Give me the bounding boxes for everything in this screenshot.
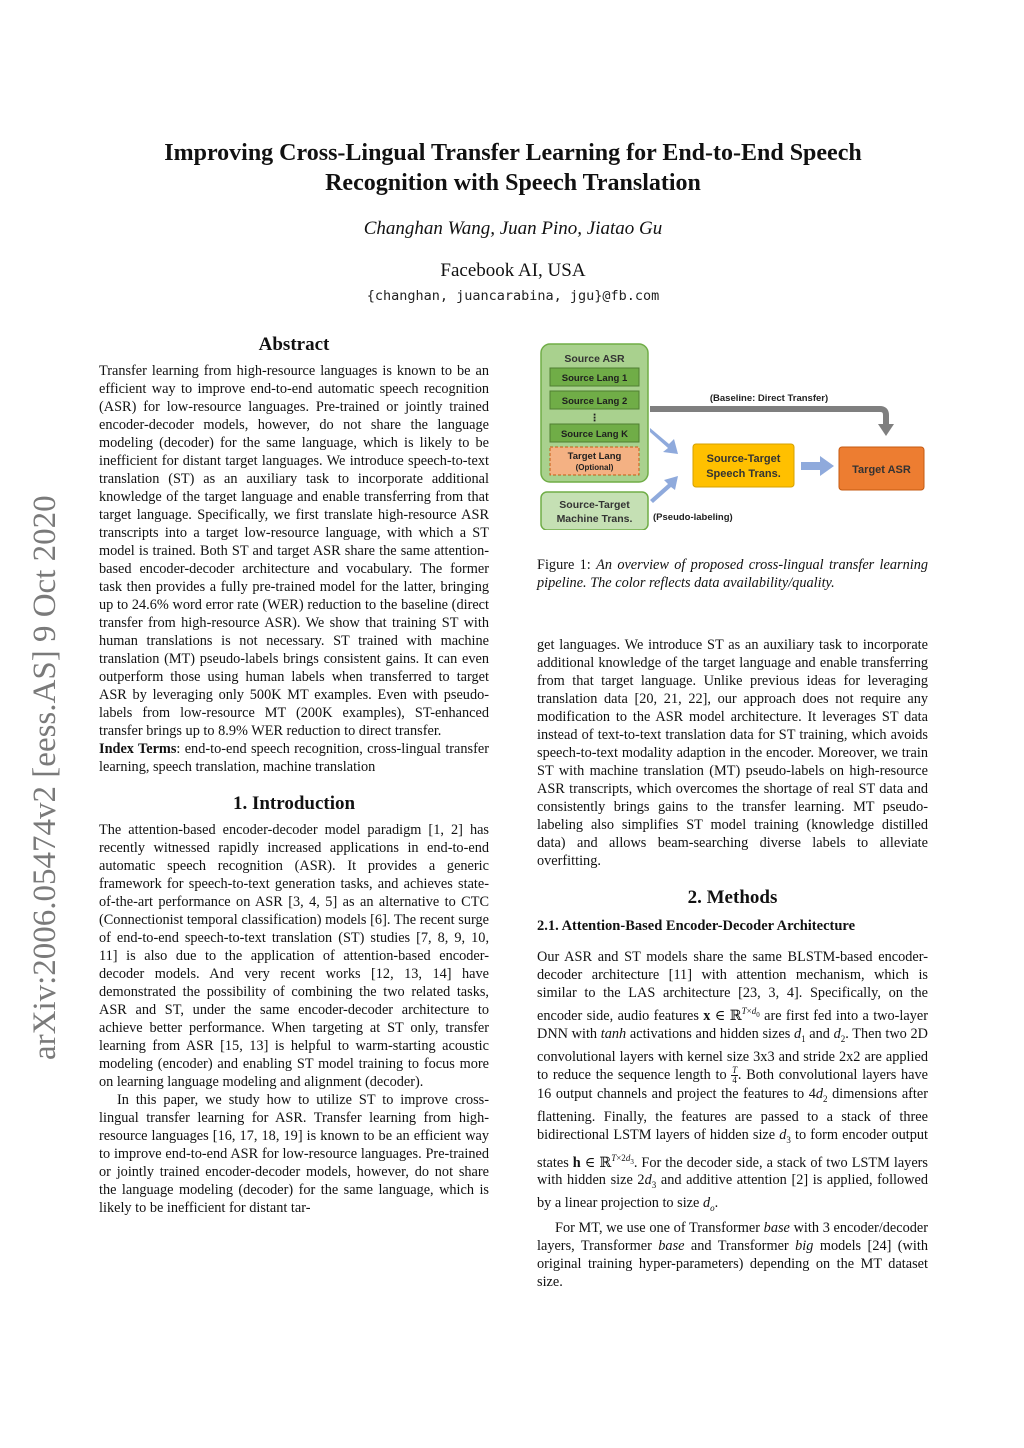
citation-link[interactable]: 7 (420, 930, 429, 946)
text-span: , (239, 1038, 250, 1054)
intro-paragraph-1 (99, 821, 489, 1091)
index-terms-label: Index Terms (99, 741, 177, 757)
citation-link[interactable]: 4 (309, 894, 317, 910)
citation-link[interactable]: 10 (471, 930, 486, 946)
caption-text: An overview of proposed cross-lingual transfer learning pipeline. The color reflects data availability/quality. (537, 557, 928, 591)
mt-label-line-1: Source-Target (559, 499, 630, 511)
text-span: ] has recently witnessed rapidly increased applications in end-to-end automatic speech recognition (ASR). It provides a generic framework for speech-to-text generation tasks, and achieves state-of-the-art performance on ASR [ (99, 822, 489, 910)
left-column (99, 336, 489, 1217)
text-span: activations and hidden sizes (626, 1025, 794, 1042)
citation-link[interactable]: 18 (261, 1128, 276, 1144)
text-span: , (440, 822, 451, 838)
source-lang-k-label: Source Lang K (560, 429, 629, 440)
citation-link[interactable]: 15 (224, 1038, 240, 1054)
text-span: ]. Specifically, on the encoder side, audio features (537, 985, 929, 1024)
text-span: dimensions after flattening. Finally, the features are passed to a stack of three bidirectional LSTM layers of hidden size (537, 1085, 929, 1143)
target-lang-label: Target Lang (567, 451, 622, 462)
citation-link[interactable]: 21 (663, 691, 679, 707)
text-span: ], our approach does not require any modification to the ASR model architecture. It leverages ST data instead of text-to-text translation data for ST training, which avoids speech-to-text modality adaption in the encoder. Moreover, we train ST with machine translation (MT) pseudo-labels on high-resource ASR transcripts, which overcomes the shortage of real ST data and consistently brings gains to the transfer learning. MT pseudo-labeling also simplifies ST model training (knowledge distilled data) and allows beam-searching diverse labels to alleviate overfitting. (537, 691, 928, 869)
citation-link[interactable]: 13 (404, 966, 419, 982)
text-span: , (428, 930, 438, 946)
source-asr-label: Source ASR (564, 353, 625, 365)
text-span: ] as an alternative to CTC (Connectionist temporal classification) models [ (99, 894, 489, 928)
arrow-mt-to-st (650, 476, 678, 503)
text-span: ] is helpful to warm-starting acoustic modeling (encoder) and enabling ST model training to focus more on learning language modeling and alignment (decoder). (99, 1038, 490, 1090)
text-span: Our ASR and ST models share the same BLSTM-based encoder-decoder architecture [ (537, 949, 928, 983)
text-span: and additive attention [ (656, 1172, 797, 1189)
text-span: . Then two 2D convolutional layers with kernel size 3x3 and stride 2x2 are applied to reduce the sequence length to (537, 1025, 928, 1083)
text-span: ] with attention mechanism, which is similar to the LAS architecture [ (537, 967, 928, 1001)
intro-paragraph-2 (99, 1091, 489, 1217)
citation-link[interactable]: 6 (374, 912, 383, 928)
text-span: get languages. We introduce ST as an auxiliary task to incorporate additional knowledge of the target language and enable transferring from that target language. Unlike previous ideas for leveraging translation data [ (537, 637, 928, 707)
citation-link[interactable]: 9 (454, 930, 462, 946)
abstract-text: Transfer learning from high-resource languages is known to be an efficient way to improve end-to-end automatic speech recognition (ASR) for low-resource languages. Pre-trained or jointly trained encoder-decoder models, however, do not share the language modeling (decoder) for the same language, which is likely to be inefficient for distant target languages. We introduce speech-to-text translation (ST) as an auxiliary task to incorporate additional knowledge of the target language and enable transferring from that target language. Specifically, we first translate high-resource ASR transcripts into a target low-resource language, with which a ST model is trained. Both ST and target ASR share the same attention-based encoder-decoder architecture and vocabulary. The former task then provides a fully pre-trained model for the latter, bringing up to 24.6% word error rate (WER) reduction to the baseline (direct transfer from high-resource ASR). We show that training ST with human translations is not necessary. ST trained with machine translation (MT) pseudo-labels brings consistent gains. It can even outperform those using human labels when transferred to target ASR by leveraging only 500K MT examples. Even with pseudo-labels from low-resource MT (200K examples), ST-enhanced transfer brings up to 8.9% WER reduction to direct transfer. (99, 363, 489, 739)
text-span: ] have demonstrated the possibility of combining the two related tasks, ASR and ST, under the same encoder-decoder architecture to achieve better performance. When targeting at ST only, transfer learning from ASR [ (99, 966, 489, 1054)
text-span: , (678, 691, 689, 707)
citation-link[interactable]: 4 (786, 985, 794, 1001)
text-span: , (316, 894, 326, 910)
methods-paragraph-2 (537, 1219, 928, 1291)
arrow-st-to-target (801, 456, 834, 476)
st-label-line-1: Source-Target (706, 453, 781, 465)
baseline-arrow-shaft (650, 409, 886, 426)
arrow-asr-to-st (650, 428, 678, 454)
title-line-2: Recognition with Speech Translation (325, 170, 701, 196)
intro-heading: 1. Introduction (232, 793, 356, 814)
citation-link[interactable]: 1 (433, 822, 441, 838)
text-span: big (795, 1238, 814, 1255)
text-span: , (275, 1128, 284, 1144)
source-lang-2-label: Source Lang 2 (561, 396, 628, 407)
citation-link[interactable]: 8 (437, 930, 445, 946)
baseline-arrow-head (878, 424, 894, 436)
text-span: ] (with original training hyper-parameters) depending on the MT dataset size. (537, 1238, 928, 1291)
target-asr-label: Target ASR (852, 464, 911, 476)
authors: Changhan Wang, Juan Pino, Jiatao Gu (363, 218, 663, 239)
intro-paragraph-2-continued (537, 636, 928, 870)
text-span: The attention-based encoder-decoder model paradigm [ (99, 822, 434, 838)
text-span: , (653, 691, 664, 707)
citation-link[interactable]: 13 (249, 1038, 264, 1054)
citation-link[interactable]: 22 (688, 691, 703, 707)
mt-label-line-2: Machine Trans. (556, 513, 633, 525)
caption-label: Figure 1: (537, 557, 597, 573)
optional-label: (Optional) (575, 463, 614, 472)
text-span: ] is known to be an efficient way to improve end-to-end ASR for low-resource languages. Pre-trained or jointly trained encoder-decoder models, however, do not share the language modeling (decoder) for the same language, which is likely to be inefficient for distant tar- (99, 1128, 490, 1216)
text-span: models [ (813, 1238, 873, 1255)
arxiv-identifier: arXiv:2006.05474v2 [eess.AS] 9 Oct 2020 (27, 495, 63, 1060)
abstract-heading: Abstract (258, 334, 330, 355)
email-address: {changhan, juancarabina, jgu}@fb.com (366, 288, 660, 304)
baseline-label: (Baseline: Direct Transfer) (709, 393, 829, 404)
citation-link[interactable]: 17 (239, 1128, 254, 1144)
citation-link[interactable]: 2 (450, 822, 459, 838)
citation-link[interactable]: 16 (217, 1128, 232, 1144)
text-span: , (231, 1128, 240, 1144)
text-span: , (253, 1128, 262, 1144)
text-span: ] is applied, followed by a linear projection to size (537, 1172, 928, 1212)
citation-link[interactable]: 14 (432, 966, 447, 982)
citation-link[interactable]: 11 (99, 948, 113, 964)
text-span: , (461, 930, 472, 946)
text-span: , (444, 930, 455, 946)
citation-link[interactable]: 12 (375, 966, 391, 982)
text-span: . For the decoder side, a stack of two LSTM layers with hidden size (537, 1154, 928, 1189)
text-span: ]. The recent surge of end-to-end speech-to-text translation (ST) studies [ (99, 912, 490, 946)
text-span: are first fed into a two-layer DNN with (537, 1007, 928, 1042)
text-span: . Both convolutional layers have 16 output channels and project the features to (537, 1066, 929, 1102)
pipeline-figure (537, 340, 929, 530)
citation-link[interactable]: 24 (872, 1238, 887, 1255)
title-line-1: Improving Cross-Lingual Transfer Learning for End-to-End Speech (164, 140, 862, 166)
citation-link[interactable]: 20 (639, 691, 654, 707)
text-span: with 3 encoder/decoder layers, Transformer (537, 1220, 929, 1255)
st-label-line-2: Speech Trans. (706, 468, 781, 480)
text-span: to form encoder output states (537, 1126, 928, 1171)
citation-link[interactable]: 19 (283, 1128, 298, 1144)
text-span: , (300, 894, 310, 910)
text-span: , (485, 930, 490, 946)
speech-trans-box (693, 444, 794, 487)
right-column (537, 636, 928, 1291)
source-lang-1-label: Source Lang 1 (561, 373, 628, 384)
figure-caption (537, 556, 928, 592)
methods-heading: 2. Methods (687, 887, 778, 908)
ellipsis-dots: ⋮ (589, 413, 600, 424)
index-terms (99, 740, 489, 776)
paper-title (100, 138, 926, 198)
citation-link[interactable]: 5 (325, 894, 333, 910)
text-span: and Transformer (684, 1238, 796, 1255)
text-span: For MT, we use one of Transformer (555, 1220, 764, 1237)
text-span: and (805, 1025, 834, 1042)
text-span: , (390, 966, 405, 982)
pseudo-labeling-label: (Pseudo-labeling) (653, 512, 733, 523)
text-span: In this paper, we study how to utilize ST to improve cross-lingual transfer learning for ASR. Transfer learning from high-resource languages [ (99, 1092, 489, 1144)
citation-link[interactable]: 3 (292, 894, 301, 910)
subsection-heading: 2.1. Attention-Based Encoder-Decoder Architecture (537, 918, 856, 934)
text-span: , (418, 966, 433, 982)
text-span: base (763, 1220, 790, 1237)
index-terms-text: : end-to-end speech recognition, cross-lingual transfer learning, speech translation, machine translation (99, 741, 489, 775)
citation-link[interactable]: 23 (742, 985, 758, 1001)
citation-link[interactable]: 2 (796, 1172, 804, 1189)
text-span: ] is also due to the application of attention-based encoder-decoder models. And very recent works [ (99, 948, 489, 982)
methods-paragraph-1: Our ASR and ST models share the same BLSTM-based encoder-decoder architecture [11] with attention mechanism, which is similar to the LAS architecture [23, 3, 4]. Specifically, on the encoder side, audio features x ∈ ℝ$^{T\times d_0}$ are first fed into a two-layer DNN with tanh activations and hidden sizes $d_1$ and $d_2$. Then two 2D convolutional layers with kernel size 3x3 and stride 2x2 are applied to reduce the sequence length to $\frac{T}{4}$. Both convolutional layers have 16 output channels and project the features to $4d_2$ dimensions after flattening. Finally, the features are passed to a stack of three bidirectional LSTM layers of hidden size $d_3$ to form encoder output states h ∈ ℝ$^{T\times 2d_3}$. For the decoder side, a stack of two LSTM layers with hidden size $2d_3$ and additive attention [2] is applied, followed by a linear projection to size $d_o$. (537, 949, 929, 1214)
text-span: . (714, 1195, 719, 1212)
citation-link[interactable]: 11 (673, 967, 688, 983)
affiliation: Facebook AI, USA (440, 260, 586, 281)
citation-link[interactable]: 3 (768, 985, 776, 1001)
text-span: base (658, 1238, 685, 1255)
